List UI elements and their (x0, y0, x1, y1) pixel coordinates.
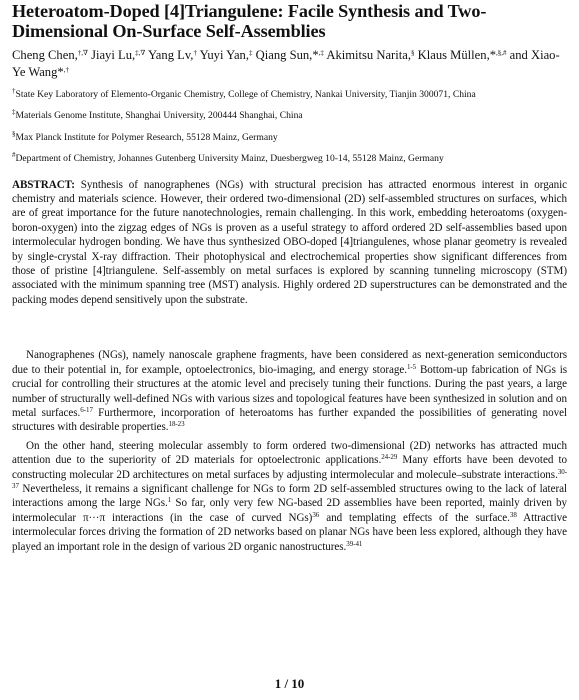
body-text-run: Attractive intermolecular forces driving the formation of 2D networks based on planar NGs have been less explored, although they have played an important role in the design of various 2D organic nanostructures. (12, 511, 567, 553)
citation: 38 (509, 510, 517, 519)
affiliation-text: Materials Genome Institute, Shanghai University, 200444 Shanghai, China (15, 110, 303, 122)
body-paragraph (12, 439, 567, 554)
author-affiliation-mark: ‡ (249, 49, 253, 57)
body-text-run: Nanographenes (NGs), namely nanoscale graphene fragments, have been considered as next-generation semiconductors due to their potential in, for example, optoelectronics, bio-imaging, and energy storage. (12, 349, 567, 376)
body-text-run: Bottom-up fabrication of NGs is crucial for controlling their structures at the atomic level and precisely tuning their functions. During the past years, a large number of structurally well-defined NGs with various sizes and topological features have been synthesized in solution and on metal surfaces. (12, 363, 567, 419)
affiliation-list (12, 89, 567, 166)
body-paragraph (12, 348, 567, 434)
affiliation-text: Max Planck Institute for Polymer Research, 55128 Mainz, Germany (15, 131, 278, 143)
body-text-run: On the other hand, steering molecular assembly to form ordered two-dimensional (2D) networks has attracted much attention due to the superiority of 2D materials for optoelectronic applications. (12, 439, 567, 467)
abstract (12, 178, 567, 308)
author-name: Cheng Chen, (12, 48, 78, 62)
body-text-run: So far, only very few NG-based 2D assemblies have been reported, mainly driven by intermolecular π···π interactions (in the case of curved NGs) (12, 497, 567, 524)
abstract-text: Synthesis of nanographenes (NGs) with structural precision has attracted enormous interest in organic chemistry and materials science. However, their ordered two-dimensional (2D) self-assembled structures on surfaces, which are of great importance for the future nanotechnologies, remain challenging. In this work, embedding heteroatoms (oxygen-boron-oxygen) into the zigzag edges of NGs is proven as a useful strategy to afford ordered 2D self-assemblies based upon intermolecular hydrogen bonding. We have thus synthesized OBO-doped [4]triangulenes, whose planar geometry is revealed by single-crystal X-ray diffraction. Their photophysical and electrochemical properties show significant differences from those of pristine [4]triangulene. Self-assembly on metal surfaces is explored by scanning tunneling microscopy (STM) associated with the minimum spanning tree (MST) analysis. Highly ordered 2D superstructures can be demonstrated and the packing modes depend sensitively upon the substrate. (12, 178, 567, 306)
author-name: Qiang Sun,* (255, 48, 319, 62)
affiliation (12, 110, 567, 122)
affiliation-mark: § (12, 129, 16, 138)
body-text-run: Nevertheless, it remains a significant challenge for NGs to form 2D self-assembled structures owing to the lack of lateral interactions among the large NGs. (12, 482, 567, 510)
author-name: Klaus Müllen,* (417, 48, 497, 62)
body-text-run: Furthermore, incorporation of heteroatoms has further expanded the possibilities of generating novel structures with desirable properties. (12, 406, 568, 434)
body-text-run: and templating effects of the surface. (319, 511, 510, 524)
affiliation-mark: † (12, 87, 16, 95)
author-affiliation-mark: ‡,∇ (135, 49, 146, 57)
affiliation (12, 89, 567, 101)
body-text-run: Many efforts have been devoted to constructing molecular 2D architectures on metal surfaces by adjusting intermolecular and molecule–substrate interactions. (12, 454, 567, 481)
author-name: Jiayi Lu, (91, 48, 136, 62)
citation: 30-37 (12, 467, 567, 490)
affiliation (12, 153, 567, 165)
author-affiliation-mark: § (411, 49, 415, 57)
affiliation (12, 129, 567, 144)
affiliation-text: Department of Chemistry, Johannes Gutenberg University Mainz, Duesbergweg 10-14, 55128 Mainz, Germany (15, 153, 444, 165)
citation: 36 (312, 510, 320, 519)
author-name: Akimitsu Narita, (326, 48, 411, 62)
author-name: Yuyi Yan, (199, 48, 249, 62)
author-affiliation-mark: ,§,# (496, 49, 507, 57)
citation: 6-17 (80, 405, 93, 414)
affiliation-text: State Key Laboratory of Elemento-Organic Chemistry, College of Chemistry, Nankai University, Tianjin 300071, China (15, 89, 476, 100)
citation: 39-41 (346, 539, 363, 548)
paper-title: Heteroatom-Doped [4]Triangulene: Facile Synthesis and Two-Dimensional On-Surface Self-Assemblies (12, 1, 487, 41)
abstract-label: ABSTRACT: (12, 178, 75, 191)
citation: 1 (167, 496, 172, 505)
author-name: and Xiao-Ye Wang* (12, 48, 560, 79)
body-text (12, 348, 567, 554)
author-affiliation-mark: † (193, 49, 197, 57)
author-affiliation-mark: †,∇ (77, 49, 88, 57)
author-affiliation-mark: ,† (63, 66, 69, 74)
author-name: Yang Lv, (147, 48, 194, 62)
page-number: 1 / 10 (274, 676, 305, 691)
author-list (12, 47, 567, 81)
author-affiliation-mark: ,‡ (318, 49, 324, 57)
citation: 24-29 (381, 453, 398, 462)
affiliation-mark: ‡ (12, 108, 16, 117)
citation: 18-23 (168, 420, 185, 429)
citation: 1-5 (406, 362, 417, 371)
affiliation-mark: # (12, 151, 16, 160)
